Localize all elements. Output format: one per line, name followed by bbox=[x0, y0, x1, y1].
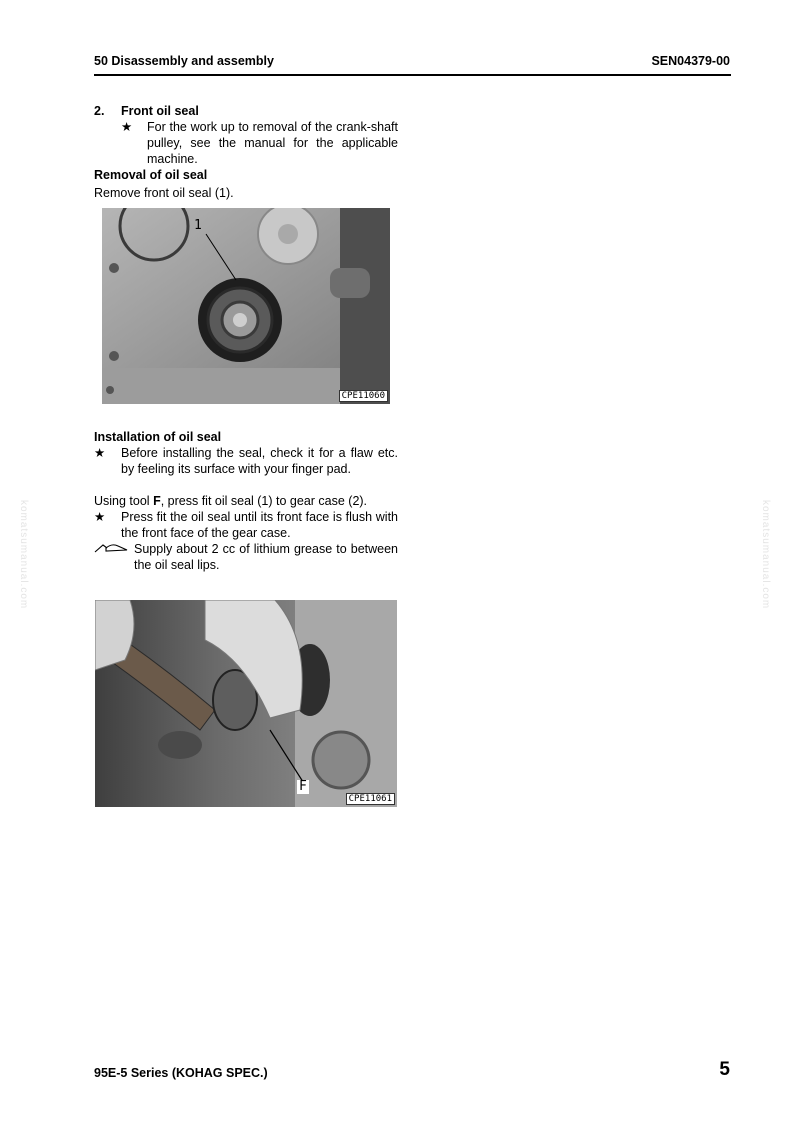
figure-code: CPE11060 bbox=[339, 390, 388, 402]
press-fit-photo bbox=[95, 600, 397, 807]
figure-oil-seal-removal bbox=[102, 208, 390, 404]
watermark-right: komatsumanual.com bbox=[760, 500, 771, 610]
pulley-note-text: For the work up to removal of the crank-shaft pulley, see the manual for the applicable machine. bbox=[147, 120, 398, 166]
pulley-note bbox=[121, 119, 398, 167]
callout-tool: F bbox=[299, 779, 307, 794]
section-title: Front oil seal bbox=[121, 104, 199, 118]
star-icon: ★ bbox=[94, 446, 106, 460]
star-icon: ★ bbox=[94, 510, 106, 524]
removal-text: Remove front oil seal (1). bbox=[94, 186, 234, 200]
grease-note-text: Supply about 2 cc of lithium grease to between the oil seal lips. bbox=[134, 542, 398, 572]
installation-block bbox=[94, 429, 398, 573]
figure-code: CPE11061 bbox=[346, 793, 395, 805]
flush-note-text: Press fit the oil seal until its front face is flush with the front face of the gear case. bbox=[121, 510, 398, 540]
header-section-title: 50 Disassembly and assembly bbox=[94, 54, 274, 68]
watermark-left: komatsumanual.com bbox=[18, 500, 29, 610]
section-number: 2. bbox=[94, 104, 105, 118]
flush-note bbox=[94, 509, 398, 541]
tool-name: F bbox=[153, 494, 161, 508]
header-doc-number: SEN04379-00 bbox=[651, 54, 730, 68]
grease-note bbox=[94, 541, 398, 573]
removal-heading: Removal of oil seal bbox=[94, 168, 208, 182]
check-note bbox=[94, 445, 398, 477]
section-front-oil-seal bbox=[94, 103, 398, 201]
figure-oil-seal-installation bbox=[95, 600, 397, 807]
page-number: 5 bbox=[719, 1059, 730, 1080]
footer-series: 95E-5 Series (KOHAG SPEC.) bbox=[94, 1066, 268, 1080]
callout-seal: 1 bbox=[194, 218, 202, 233]
engine-front-photo bbox=[102, 208, 390, 404]
section-heading bbox=[94, 103, 398, 119]
installation-heading: Installation of oil seal bbox=[94, 430, 222, 444]
header-rule bbox=[94, 74, 731, 76]
grease-icon bbox=[94, 542, 128, 558]
star-icon: ★ bbox=[121, 120, 133, 134]
tool-instruction: Using tool F, press fit oil seal (1) to gear case (2). bbox=[94, 494, 368, 508]
check-note-text: Before installing the seal, check it for a flaw etc. by feeling its surface with your finger pad. bbox=[121, 446, 398, 476]
